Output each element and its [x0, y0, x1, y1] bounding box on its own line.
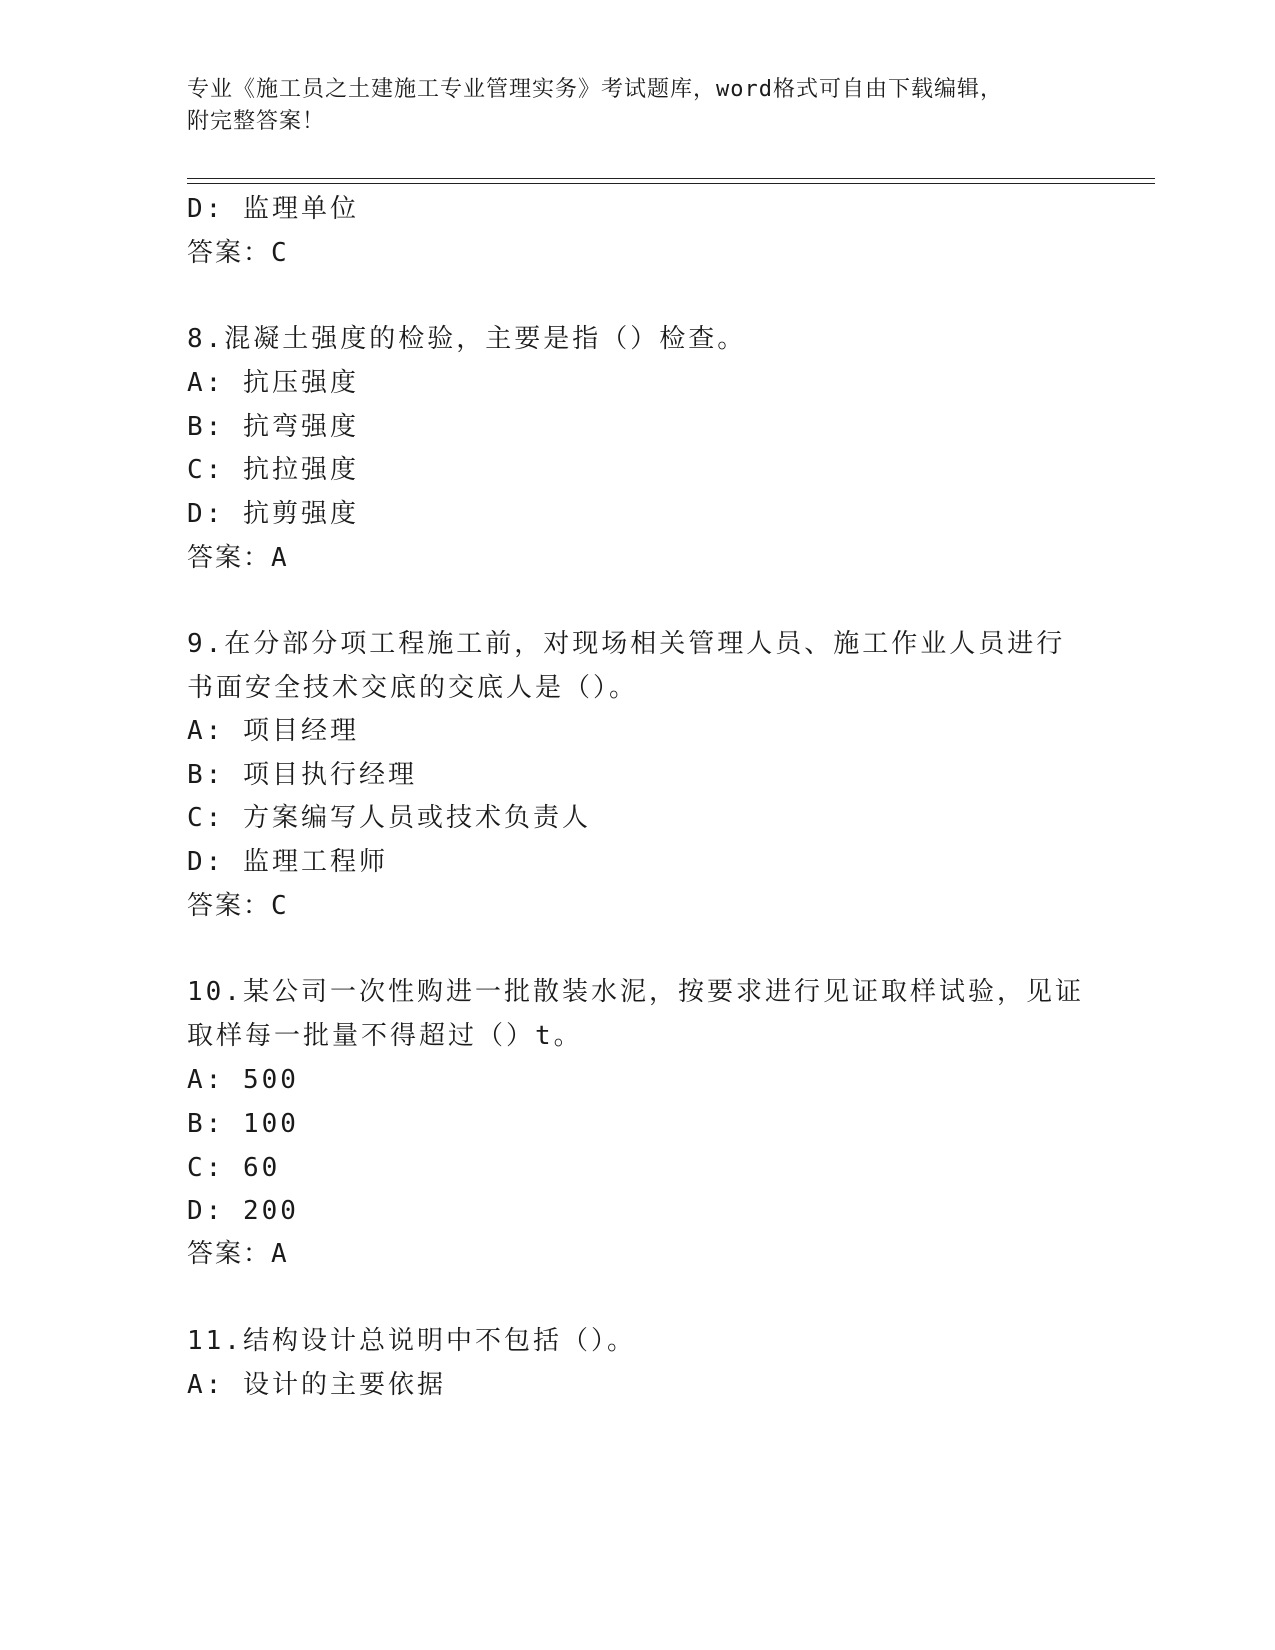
question-9-option-a: A: 项目经理: [187, 716, 359, 746]
question-10-stem-line-1: 10.某公司一次性购进一批散装水泥，按要求进行见证取样试验，见证: [187, 977, 1084, 1007]
header-divider-top: [187, 178, 1155, 179]
question-9-stem-line-1: 9.在分部分项工程施工前，对现场相关管理人员、施工作业人员进行: [187, 629, 1066, 659]
header-divider-bottom: [187, 183, 1155, 184]
question-8-option-b: B: 抗弯强度: [187, 412, 359, 442]
question-9-answer: 答案：C: [187, 891, 289, 921]
question-9-option-c: C: 方案编写人员或技术负责人: [187, 803, 591, 833]
answer-line: 答案：C: [187, 238, 289, 268]
question-11-stem: 11.结构设计总说明中不包括（）。: [187, 1326, 636, 1356]
question-8-option-a: A: 抗压强度: [187, 368, 359, 398]
question-11-option-a: A: 设计的主要依据: [187, 1370, 446, 1400]
question-8-stem: 8.混凝土强度的检验，主要是指（）检查。: [187, 324, 747, 354]
question-9-option-b: B: 项目执行经理: [187, 760, 417, 790]
option-d: D: 监理单位: [187, 194, 359, 224]
question-8-answer: 答案：A: [187, 543, 289, 573]
question-9-option-d: D: 监理工程师: [187, 847, 388, 877]
question-10-option-b: B: 100: [187, 1109, 299, 1139]
question-10-stem-line-2: 取样每一批量不得超过（）t。: [187, 1021, 583, 1051]
question-8-option-c: C: 抗拉强度: [187, 455, 359, 485]
question-10-option-d: D: 200: [187, 1196, 299, 1226]
question-8-option-d: D: 抗剪强度: [187, 499, 359, 529]
header-line-2: 附完整答案！: [187, 109, 326, 134]
question-10-answer: 答案：A: [187, 1239, 289, 1269]
document-header: [187, 74, 1087, 138]
header-line-1: 专业《施工员之土建施工专业管理实务》考试题库，word格式可自由下载编辑，: [187, 77, 1003, 102]
question-10-option-c: C: 60: [187, 1153, 281, 1183]
question-10-option-a: A: 500: [187, 1065, 299, 1095]
question-9-stem-line-2: 书面安全技术交底的交底人是（）。: [187, 673, 639, 703]
